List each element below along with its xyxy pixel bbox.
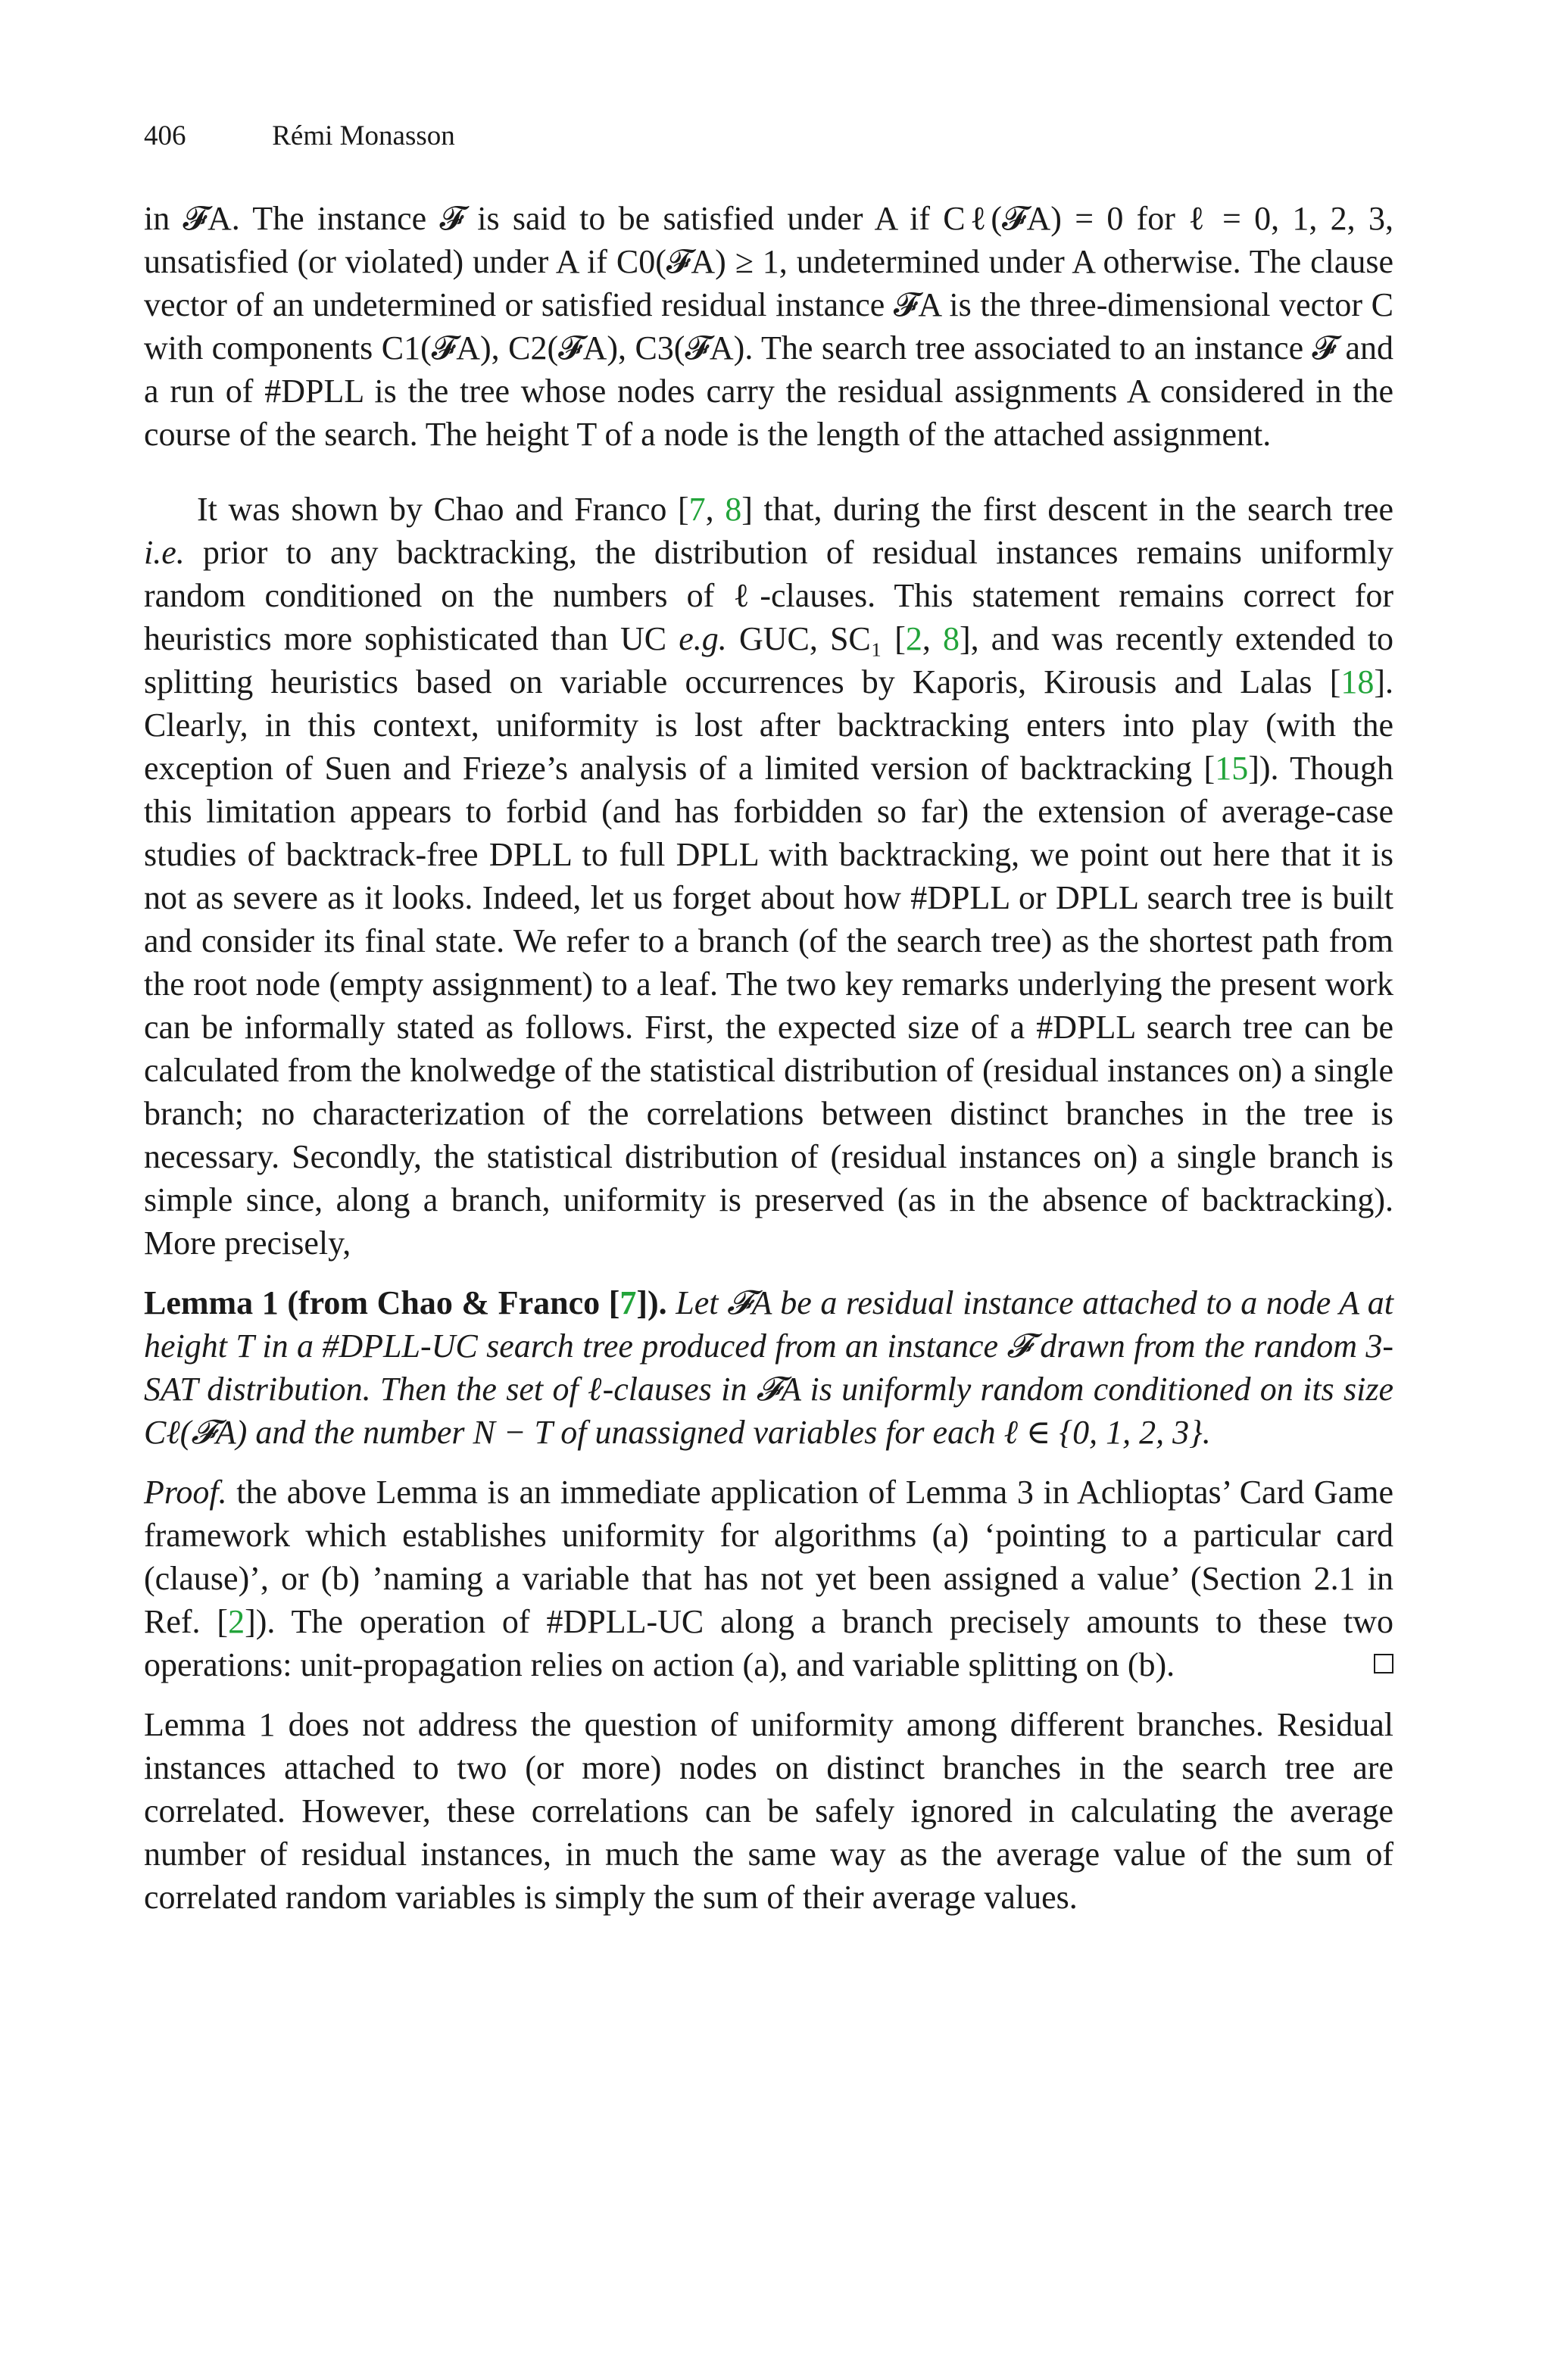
page-number: 406 bbox=[144, 120, 186, 151]
running-head bbox=[144, 114, 1393, 159]
citation-link[interactable]: 8 bbox=[725, 491, 742, 528]
text-span: , bbox=[705, 491, 726, 528]
citation-link[interactable]: 15 bbox=[1215, 750, 1249, 787]
text-span: the above Lemma is an immediate application of Lemma 3 in Achlioptas’ Card Game framework which establishes uniformity for algorithms (a) ‘pointing to a particular card (clause)’, or (b) ’naming a variable that has not yet been assigned a value’ (Section 2.1 in Ref. [ bbox=[144, 1474, 1393, 1640]
text-span: It was shown by Chao and Franco [ bbox=[197, 491, 689, 528]
text-span: ] that, during the first descent in the search tree bbox=[741, 491, 1393, 528]
citation-link[interactable]: 18 bbox=[1340, 663, 1375, 700]
citation-link[interactable]: 2 bbox=[905, 620, 922, 657]
lemma-title-end: ]). bbox=[636, 1284, 667, 1321]
text-span: ], and was recently extended to splitting heuristics based on variable occurrences by Kaporis, Kirousis and Lalas [ bbox=[144, 620, 1393, 700]
author-name: Rémi Monasson bbox=[272, 120, 455, 151]
text-span: prior to any backtracking, the distribution of residual instances remains uniformly random conditioned on the numbers of ℓ-clauses. This statement remains correct for heuristics more sophisticated than UC bbox=[144, 534, 1393, 657]
lemma-statement: Let 𝓕A be a residual instance attached to a node A at height T in a #DPLL-UC search tree produced from an instance 𝓕 drawn from the random 3-SAT distribution. Then the set of ℓ-clauses in 𝓕A is uniformly random conditioned on its size Cℓ(𝓕A) and the number N − T of unassigned variables for each ℓ ∈ {0, 1, 2, 3}. bbox=[144, 1284, 1393, 1451]
citation-link[interactable]: 7 bbox=[619, 1284, 637, 1321]
text-span: , bbox=[922, 620, 944, 657]
paragraph-branch-correlations: Lemma 1 does not address the question of uniformity among different branches. Residual instances attached to two (or more) nodes on distinct branches in the search tree are correlated. However, these correlations can be safely ignored in calculating the average number of residual instances, in much the same way as the average value of the sum of correlated random variables is simply the sum of their average values. bbox=[144, 1706, 1393, 1916]
lemma-title: Lemma 1 (from Chao & Franco [ bbox=[144, 1284, 620, 1321]
ie-abbrev: i.e. bbox=[144, 534, 185, 571]
paragraph-chao-franco bbox=[144, 488, 1393, 1265]
eg-abbrev: e.g. bbox=[679, 620, 727, 657]
citation-link[interactable]: 2 bbox=[228, 1603, 245, 1640]
text-span: GUC, SC₁ [ bbox=[726, 620, 906, 657]
paragraph-definitions: in 𝓕A. The instance 𝓕 is said to be satisfied under A if Cℓ(𝓕A) = 0 for ℓ = 0, 1, 2, 3, unsatisfied (or violated) under A if C0(𝓕A) ≥ 1, undetermined under A otherwise. The clause vector of an undetermined or satisfied residual instance 𝓕A is the three-dimensional vector C with components C1(𝓕A), C2(𝓕A), C3(𝓕A). The search tree associated to an instance 𝓕 and a run of #DPLL is the tree whose nodes carry the residual assignments A considered in the course of the search. The height T of a node is the length of the attached assignment. bbox=[144, 200, 1393, 453]
citation-link[interactable]: 8 bbox=[943, 620, 960, 657]
lemma-1 bbox=[144, 1281, 1393, 1454]
text-span: ]. Clearly, in this context, uniformity is lost after backtracking enters into play (with the exception of Suen and Frieze’s analysis of a limited version of backtracking [ bbox=[144, 663, 1393, 787]
page bbox=[144, 114, 1393, 1919]
text-span: ]). The operation of #DPLL-UC along a branch precisely amounts to these two operations: unit-propagation relies on action (a), and variable splitting on (b). bbox=[144, 1603, 1393, 1683]
text-span: ]). Though this limitation appears to forbid (and has forbidden so far) the extension of average-case studies of backtrack-free DPLL to full DPLL with backtracking, we point out here that it is not as severe as it looks. Indeed, let us forget about how #DPLL or DPLL search tree is built and consider its final state. We refer to a branch (of the search tree) as the shortest path from the root node (empty assignment) to a leaf. The two key remarks underlying the present work can be informally stated as follows. First, the expected size of a #DPLL search tree can be calculated from the knolwedge of the statistical distribution of (residual instances on) a single branch; no characterization of the correlations between distinct branches in the tree is necessary. Secondly, the statistical distribution of (residual instances on) a single branch is simple since, along a branch, uniformity is preserved (as in the absence of backtracking). More precisely, bbox=[144, 750, 1393, 1262]
qed-square-icon bbox=[1374, 1654, 1393, 1673]
citation-link[interactable]: 7 bbox=[688, 491, 706, 528]
proof-label: Proof. bbox=[144, 1474, 227, 1511]
proof-paragraph bbox=[144, 1471, 1393, 1686]
